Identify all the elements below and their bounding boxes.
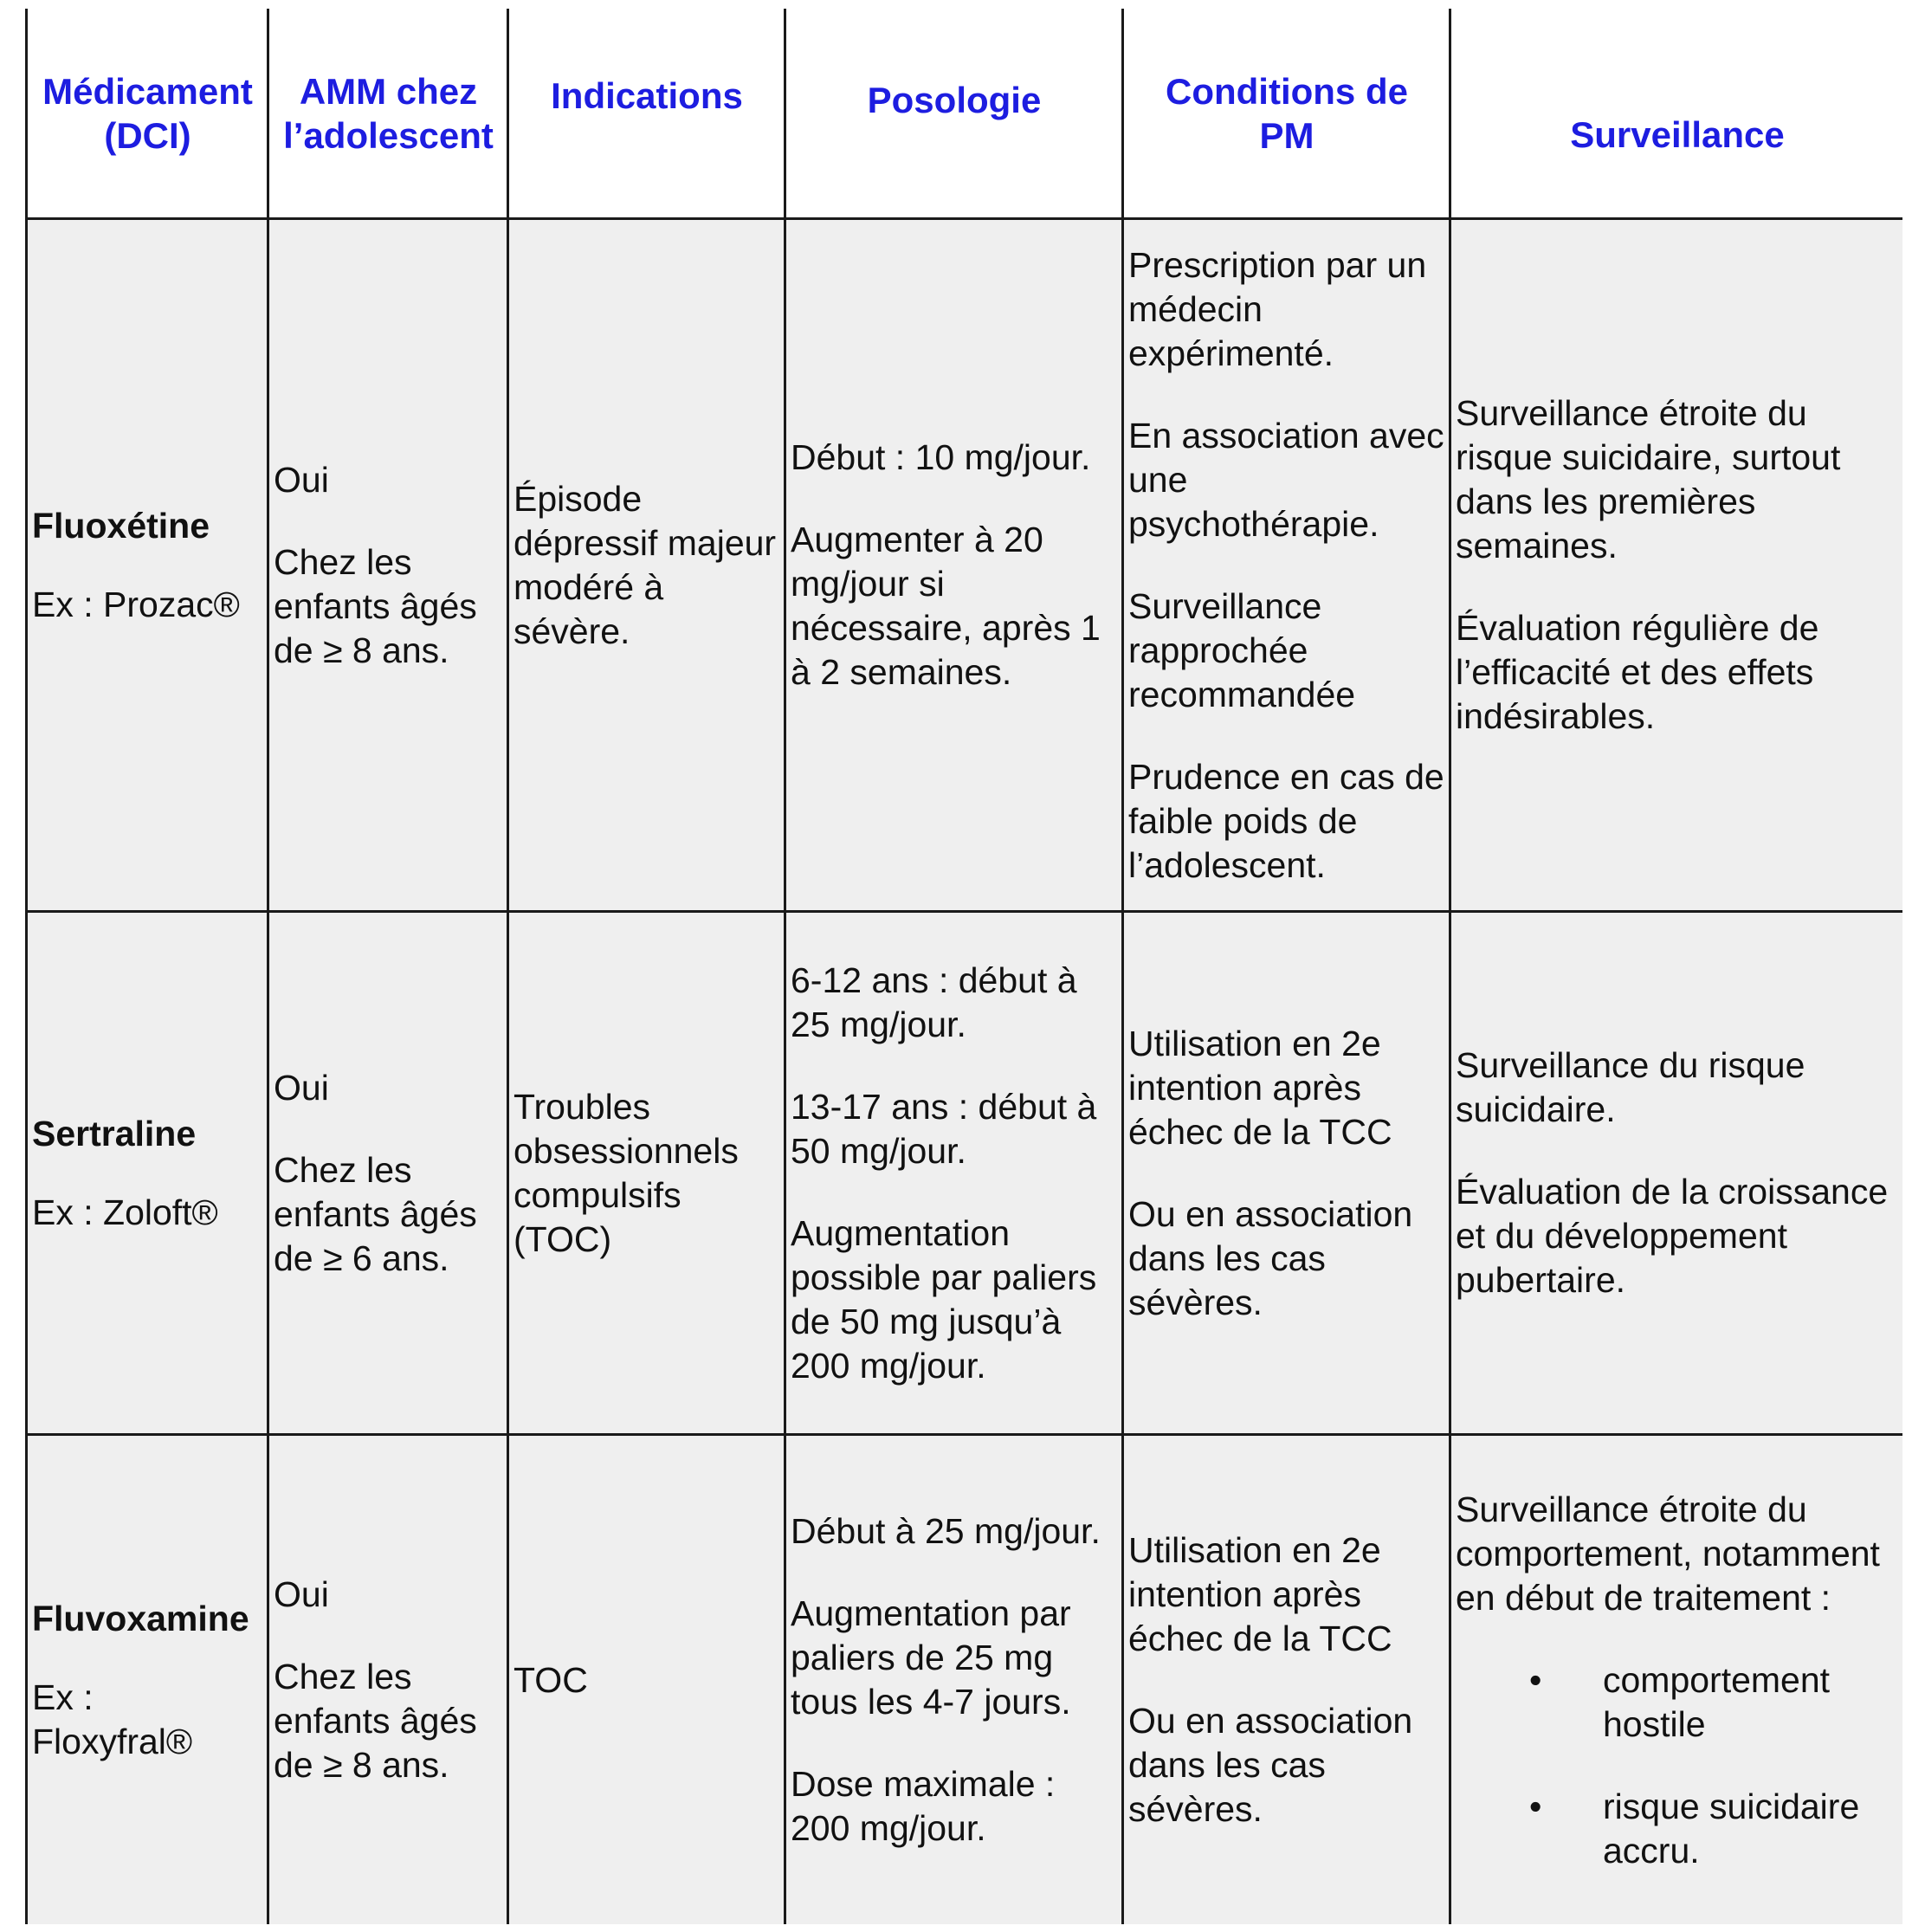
posologie-text: 13-17 ans : début à 50 mg/jour. <box>791 1086 1097 1171</box>
drug-name: Fluoxétine <box>32 505 210 546</box>
header-indications: Indications <box>551 74 743 116</box>
bullet-text: risque suicidaire accru. <box>1603 1786 1860 1871</box>
bullet-text: comportement hostile <box>1603 1659 1831 1744</box>
bullet-icon: • <box>1529 1659 1542 1700</box>
cell-surveillance <box>1451 220 1902 910</box>
header-surveillance: Surveillance <box>1570 113 1785 155</box>
header-medicament: Médicament (DCI) <box>42 70 253 156</box>
indication-text: TOC <box>514 1659 588 1700</box>
amm-value: Oui <box>274 1574 329 1614</box>
condition-text: Surveillance rapprochée recommandée <box>1128 585 1356 714</box>
antidepressant-table <box>25 9 1902 1924</box>
condition-text: Prudence en cas de faible poids de l’adolescent. <box>1128 756 1444 885</box>
amm-detail: Chez les enfants âgés de ≥ 8 ans. <box>274 1657 477 1785</box>
amm-value: Oui <box>274 459 329 500</box>
cell-medicament <box>28 1436 267 1924</box>
amm-detail: Chez les enfants âgés de ≥ 6 ans. <box>274 1149 477 1278</box>
drug-name: Fluvoxamine <box>32 1598 249 1638</box>
surveillance-bullet-list <box>1456 1658 1899 1873</box>
posologie-text: Début à 25 mg/jour. <box>791 1511 1101 1551</box>
indication-text: Épisode dépressif majeur modéré à sévère. <box>514 478 777 651</box>
cell-posologie <box>786 1436 1121 1924</box>
list-item <box>1456 1785 1899 1873</box>
drug-example: Ex : Prozac® <box>32 584 240 624</box>
cell-surveillance <box>1451 1436 1902 1924</box>
surveillance-text: Évaluation régulière de l’efficacité et des effets indésirables. <box>1456 608 1819 736</box>
posologie-text: Augmentation par paliers de 25 mg tous les 4-7 jours. <box>791 1593 1071 1722</box>
posologie-text: Augmenter à 20 mg/jour si nécessaire, après 1 à 2 semaines. <box>791 520 1101 692</box>
cell-indications <box>509 220 784 910</box>
bullet-icon: • <box>1529 1786 1542 1826</box>
drug-name: Sertraline <box>32 1113 197 1153</box>
cell-indications <box>509 1436 784 1924</box>
amm-value: Oui <box>274 1067 329 1108</box>
posologie-text: 6-12 ans : début à 25 mg/jour. <box>791 960 1077 1044</box>
cell-conditions <box>1124 220 1449 910</box>
condition-text: Utilisation en 2e intention après échec de la TCC <box>1128 1023 1392 1152</box>
header-conditions: Conditions de PM <box>1166 70 1408 156</box>
list-item <box>1456 1658 1899 1747</box>
cell-amm <box>269 1436 507 1924</box>
cell-medicament <box>28 913 267 1433</box>
surveillance-text: Évaluation de la croissance et du développement pubertaire. <box>1456 1172 1889 1300</box>
condition-text: Utilisation en 2e intention après échec de la TCC <box>1128 1530 1392 1658</box>
condition-text: Prescription par un médecin expérimenté. <box>1128 244 1427 373</box>
cell-indications <box>509 913 784 1433</box>
posologie-text: Augmentation possible par paliers de 50 mg jusqu’à 200 mg/jour. <box>791 1212 1097 1386</box>
surveillance-text: Surveillance du risque suicidaire. <box>1456 1045 1805 1129</box>
amm-detail: Chez les enfants âgés de ≥ 8 ans. <box>274 541 477 670</box>
header-posologie: Posologie <box>867 79 1042 120</box>
surveillance-text: Surveillance étroite du comportement, notamment en début de traitement : <box>1456 1489 1880 1618</box>
cell-conditions <box>1124 913 1449 1433</box>
posologie-text: Début : 10 mg/jour. <box>791 437 1091 477</box>
drug-example: Ex : Zoloft® <box>32 1192 218 1232</box>
cell-amm <box>269 220 507 910</box>
header-amm: AMM chez l’adolescent <box>283 70 494 156</box>
cell-medicament <box>28 220 267 910</box>
posologie-text: Dose maximale : 200 mg/jour. <box>791 1764 1056 1848</box>
cell-amm <box>269 913 507 1433</box>
cell-conditions <box>1124 1436 1449 1924</box>
condition-text: Ou en association dans les cas sévères. <box>1128 1193 1413 1322</box>
surveillance-text: Surveillance étroite du risque suicidaire, surtout dans les premières semaines. <box>1456 393 1841 565</box>
indication-text: Troubles obsessionnels compulsifs (TOC) <box>514 1086 739 1259</box>
condition-text: Ou en association dans les cas sévères. <box>1128 1701 1413 1829</box>
condition-text: En association avec une psychothérapie. <box>1128 415 1444 544</box>
cell-posologie <box>786 913 1121 1433</box>
cell-surveillance <box>1451 913 1902 1433</box>
drug-example: Ex : Floxyfral® <box>32 1677 193 1761</box>
cell-posologie <box>786 220 1121 910</box>
